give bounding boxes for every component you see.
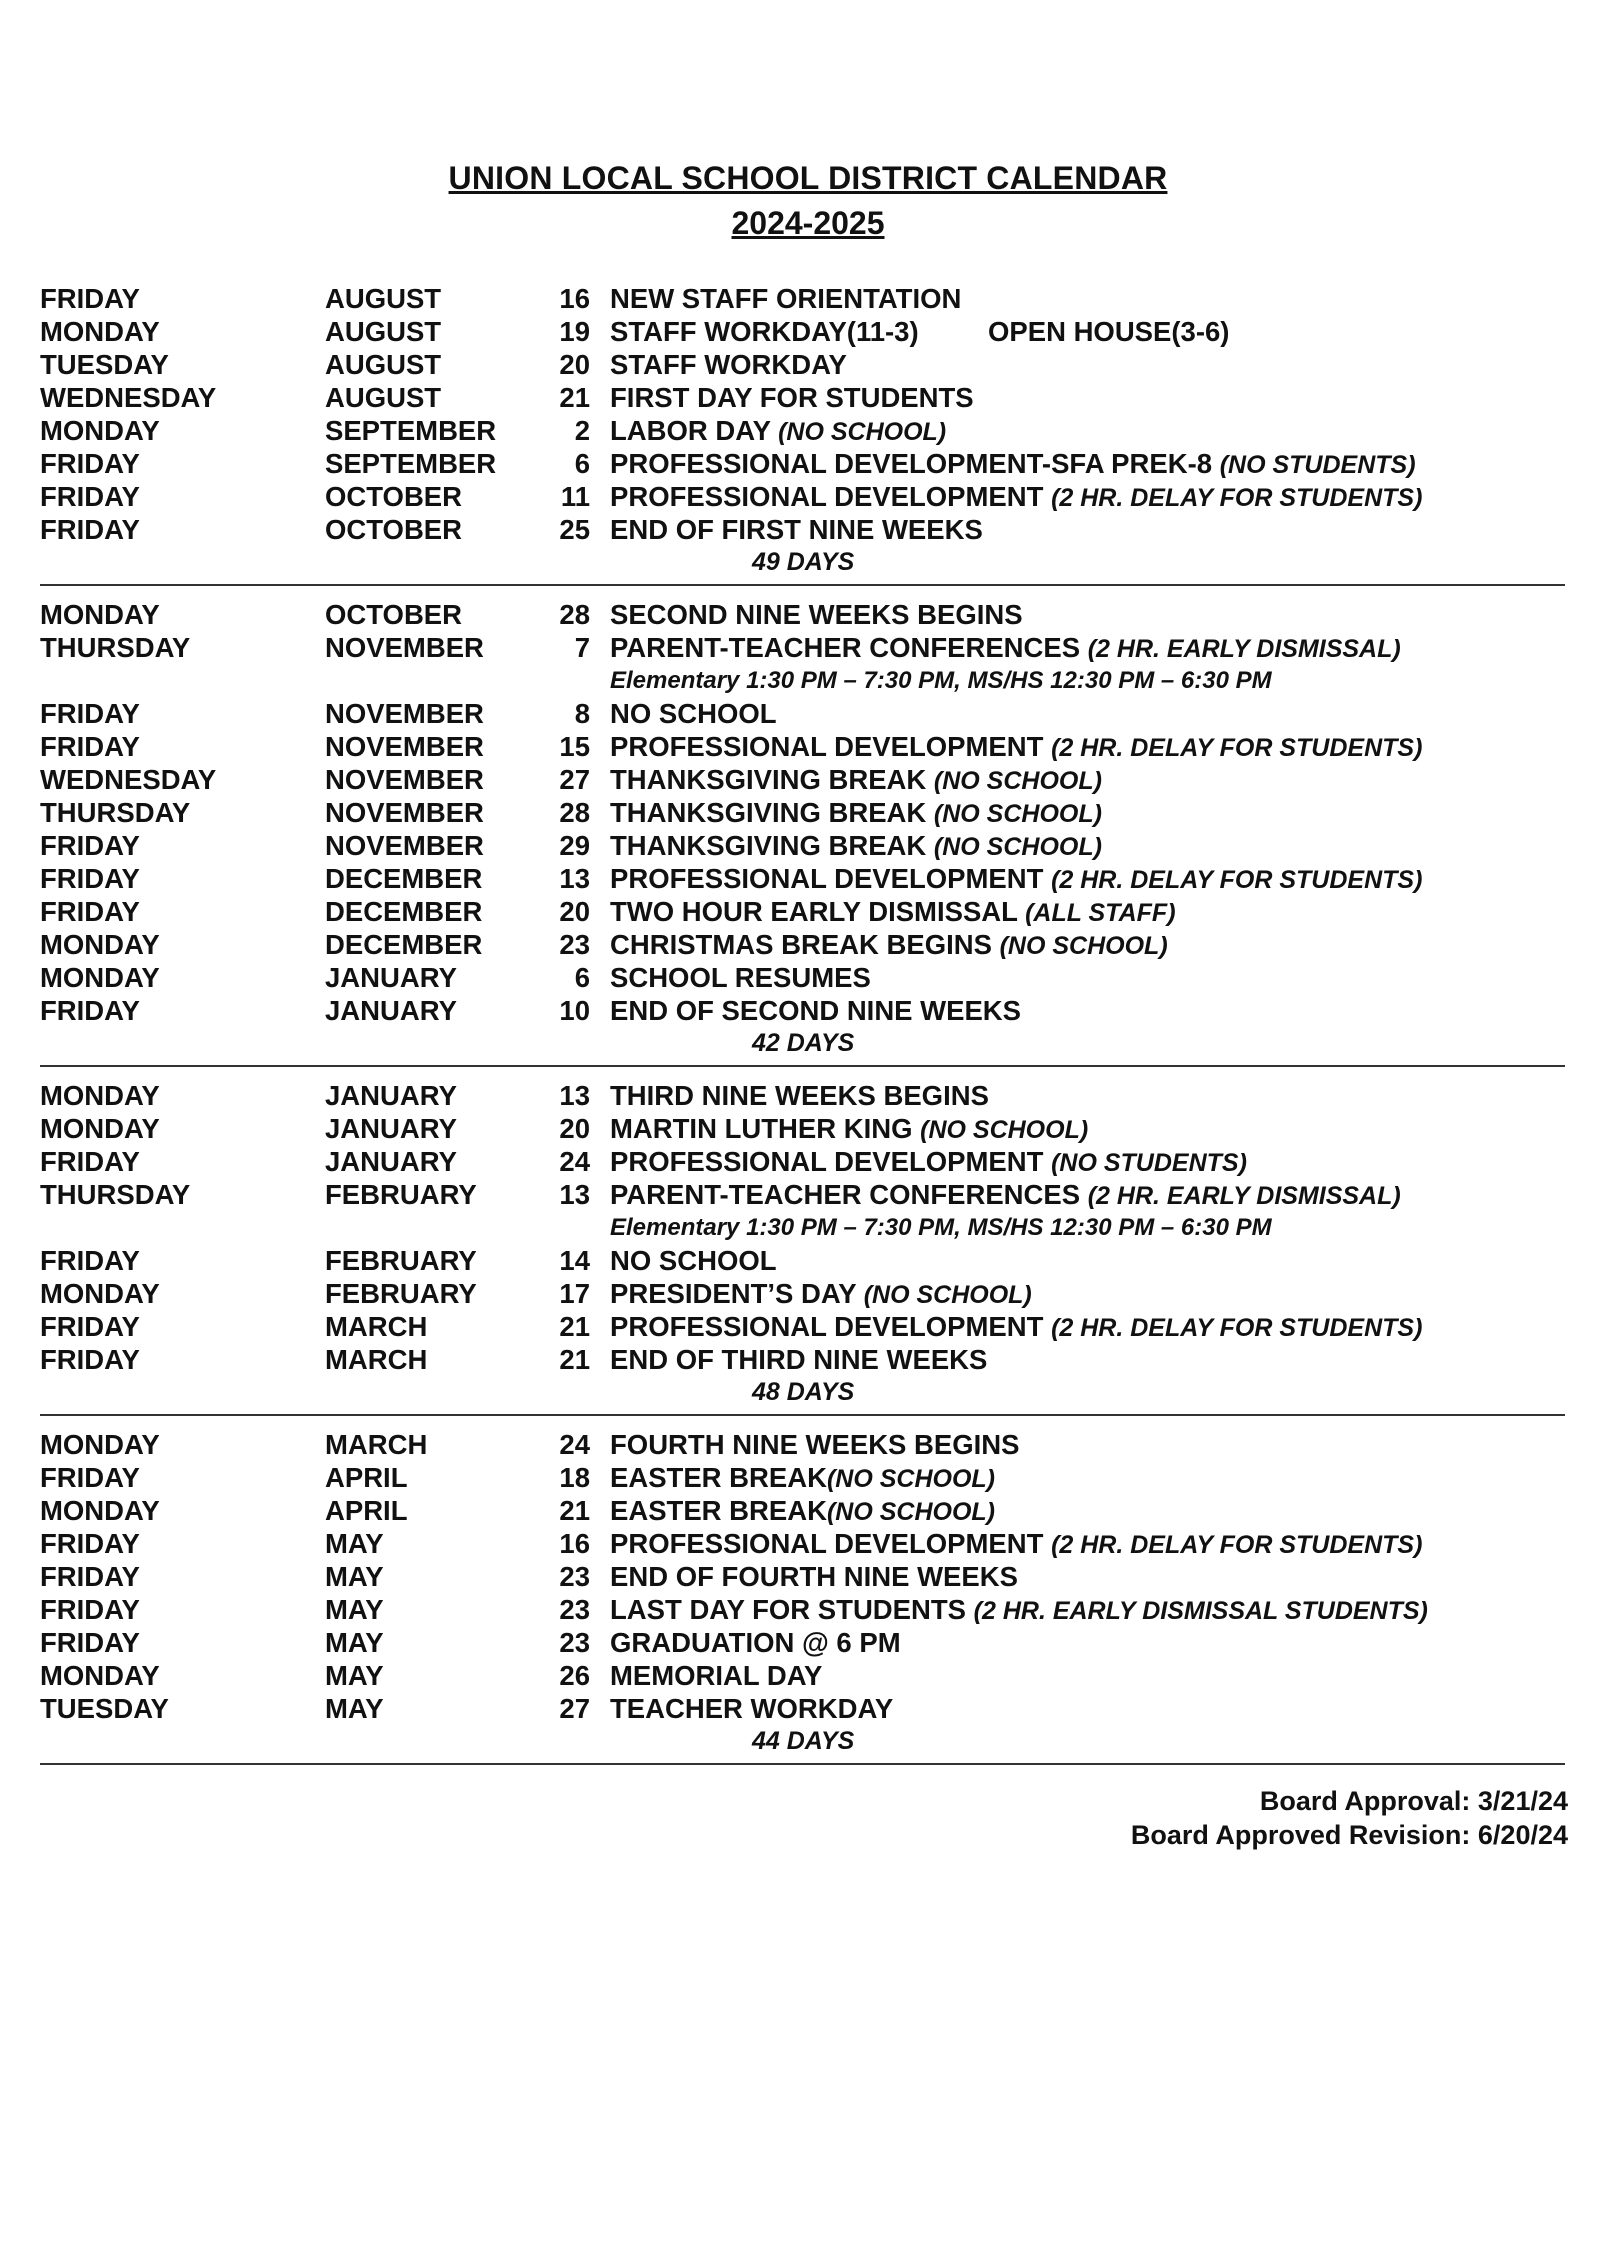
date: 28 xyxy=(559,599,590,630)
weekday: MONDAY xyxy=(40,1113,160,1144)
calendar-row xyxy=(40,928,1565,961)
month: APRIL xyxy=(325,1495,408,1526)
month: MAY xyxy=(325,1627,384,1658)
event-text: THANKSGIVING BREAK xyxy=(610,797,927,828)
calendar-section xyxy=(40,1426,1565,1765)
date: 25 xyxy=(559,514,590,545)
calendar-row xyxy=(40,282,1565,315)
weekday: FRIDAY xyxy=(40,514,140,545)
date: 27 xyxy=(559,1693,590,1724)
month: OCTOBER xyxy=(325,599,463,630)
event-text: MARTIN LUTHER KING xyxy=(610,1113,913,1144)
event-text: END OF FIRST NINE WEEKS xyxy=(610,514,983,545)
month: APRIL xyxy=(325,1462,408,1493)
weekday: MONDAY xyxy=(40,415,160,446)
month: MAY xyxy=(325,1594,384,1625)
calendar-row xyxy=(40,1079,1565,1112)
date: 23 xyxy=(559,1594,590,1625)
month: NOVEMBER xyxy=(325,632,484,663)
date: 28 xyxy=(559,797,590,828)
event-text: MEMORIAL DAY xyxy=(610,1660,823,1691)
event-hours-text: Elementary 1:30 PM – 7:30 PM, MS/HS 12:30 PM – 6:30 PM xyxy=(610,667,1272,694)
event xyxy=(610,1527,1422,1562)
calendar-row xyxy=(40,697,1565,730)
event xyxy=(610,631,1401,666)
month: FEBRUARY xyxy=(325,1179,477,1210)
calendar-row xyxy=(40,829,1565,862)
event xyxy=(610,1244,777,1277)
event xyxy=(610,763,1102,798)
date: 20 xyxy=(559,896,590,927)
event xyxy=(610,1692,893,1725)
event-note: (2 HR. DELAY FOR STUDENTS) xyxy=(1051,484,1423,512)
month: JANUARY xyxy=(325,962,457,993)
calendar-row xyxy=(40,1692,1565,1725)
event-note: (NO SCHOOL) xyxy=(933,800,1102,828)
event xyxy=(610,1310,1422,1345)
section-divider xyxy=(40,1414,1565,1416)
month: OCTOBER xyxy=(325,481,463,512)
event-text: NEW STAFF ORIENTATION xyxy=(610,283,962,314)
date: 20 xyxy=(559,1113,590,1144)
date: 19 xyxy=(559,316,590,347)
event-note: (NO STUDENTS) xyxy=(1051,1149,1247,1177)
weekday: MONDAY xyxy=(40,1495,160,1526)
event xyxy=(610,1079,989,1112)
calendar-table xyxy=(40,280,1565,1775)
event-text: EASTER BREAK xyxy=(610,1462,827,1493)
event-text: LABOR DAY xyxy=(610,415,771,446)
event-note: (2 HR. DELAY FOR STUDENTS) xyxy=(1051,1531,1423,1559)
month: AUGUST xyxy=(325,349,442,380)
event xyxy=(610,414,946,449)
event-text: EASTER BREAK xyxy=(610,1495,827,1526)
month: DECEMBER xyxy=(325,896,483,927)
event-text: PROFESSIONAL DEVELOPMENT xyxy=(610,1528,1044,1559)
month: JANUARY xyxy=(325,995,457,1026)
event-text: PRESIDENT’S DAY xyxy=(610,1278,857,1309)
date: 21 xyxy=(559,1311,590,1342)
weekday: FRIDAY xyxy=(40,1561,140,1592)
date: 6 xyxy=(574,962,590,993)
event-note: (2 HR. DELAY FOR STUDENTS) xyxy=(1051,866,1423,894)
event-note: (NO STUDENTS) xyxy=(1219,451,1416,479)
event-note: (2 HR. EARLY DISMISSAL STUDENTS) xyxy=(973,1597,1428,1625)
weekday: FRIDAY xyxy=(40,1462,140,1493)
month: MAY xyxy=(325,1561,384,1592)
weekday: MONDAY xyxy=(40,962,160,993)
event-text: THANKSGIVING BREAK xyxy=(610,764,927,795)
month: DECEMBER xyxy=(325,929,483,960)
calendar-row xyxy=(40,348,1565,381)
day-count: 48 DAYS xyxy=(752,1378,855,1406)
event-text: END OF THIRD NINE WEEKS xyxy=(610,1344,988,1375)
day-count: 44 DAYS xyxy=(752,1727,855,1755)
date: 16 xyxy=(559,1528,590,1559)
calendar-row xyxy=(40,1428,1565,1461)
event-note: (NO SCHOOL) xyxy=(933,767,1102,795)
event-text: PROFESSIONAL DEVELOPMENT xyxy=(610,1146,1044,1177)
month: NOVEMBER xyxy=(325,764,484,795)
weekday: TUESDAY xyxy=(40,1693,169,1724)
event-text: SCHOOL RESUMES xyxy=(610,962,871,993)
event-hours xyxy=(40,1211,1565,1244)
calendar-row xyxy=(40,631,1565,664)
event-text: TWO HOUR EARLY DISMISSAL xyxy=(610,896,1018,927)
event xyxy=(610,598,1023,631)
weekday: FRIDAY xyxy=(40,448,140,479)
event-note: (2 HR. DELAY FOR STUDENTS) xyxy=(1051,1314,1423,1342)
calendar-row xyxy=(40,315,1565,348)
month: MARCH xyxy=(325,1344,428,1375)
event xyxy=(610,480,1422,515)
event xyxy=(610,697,777,730)
event-text: THANKSGIVING BREAK xyxy=(610,830,927,861)
section-divider xyxy=(40,1763,1565,1765)
month: JANUARY xyxy=(325,1146,457,1177)
event-text: LAST DAY FOR STUDENTS xyxy=(610,1594,967,1625)
date: 14 xyxy=(559,1245,590,1276)
date: 6 xyxy=(574,448,590,479)
event xyxy=(610,1560,1018,1593)
month: MARCH xyxy=(325,1311,428,1342)
date: 13 xyxy=(559,1080,590,1111)
event-text: PROFESSIONAL DEVELOPMENT xyxy=(610,863,1044,894)
event xyxy=(610,862,1422,897)
weekday: FRIDAY xyxy=(40,731,140,762)
event-note: (2 HR. EARLY DISMISSAL) xyxy=(1087,635,1401,663)
section-day-count xyxy=(40,1725,1565,1757)
month: JANUARY xyxy=(325,1113,457,1144)
calendar-row xyxy=(40,1626,1565,1659)
calendar-row xyxy=(40,763,1565,796)
weekday: FRIDAY xyxy=(40,1311,140,1342)
school-year: 2024-2025 xyxy=(731,205,885,241)
section-day-count xyxy=(40,546,1565,578)
event xyxy=(610,730,1422,765)
board-revision: Board Approved Revision: 6/20/24 xyxy=(1130,1820,1568,1850)
calendar-row xyxy=(40,1494,1565,1527)
calendar-row xyxy=(40,381,1565,414)
calendar-section xyxy=(40,1077,1565,1416)
weekday: FRIDAY xyxy=(40,698,140,729)
calendar-row xyxy=(40,1560,1565,1593)
event-text: THIRD NINE WEEKS BEGINS xyxy=(610,1080,989,1111)
date: 11 xyxy=(560,481,590,512)
date: 29 xyxy=(559,830,590,861)
event xyxy=(610,282,961,315)
weekday: WEDNESDAY xyxy=(40,382,217,413)
section-day-count xyxy=(40,1027,1565,1059)
date: 23 xyxy=(559,1627,590,1658)
weekday: FRIDAY xyxy=(40,283,140,314)
event xyxy=(610,994,1021,1027)
event xyxy=(610,1178,1401,1213)
weekday: FRIDAY xyxy=(40,896,140,927)
event-text: END OF FOURTH NINE WEEKS xyxy=(610,1561,1018,1592)
approval-block xyxy=(1131,1784,1568,1852)
event xyxy=(610,895,1176,930)
event xyxy=(610,1112,1088,1147)
date: 17 xyxy=(559,1278,590,1309)
date: 24 xyxy=(559,1429,590,1460)
date: 26 xyxy=(559,1660,590,1691)
weekday: MONDAY xyxy=(40,316,160,347)
date: 8 xyxy=(574,698,590,729)
calendar-row xyxy=(40,961,1565,994)
date: 7 xyxy=(574,632,590,663)
board-approval: Board Approval: 3/21/24 xyxy=(1259,1786,1568,1816)
event-note: (NO SCHOOL) xyxy=(933,833,1102,861)
calendar-row xyxy=(40,862,1565,895)
event xyxy=(610,348,847,381)
weekday: MONDAY xyxy=(40,1080,160,1111)
weekday: FRIDAY xyxy=(40,481,140,512)
weekday: FRIDAY xyxy=(40,1344,140,1375)
event xyxy=(610,447,1416,482)
event xyxy=(610,1145,1247,1180)
month: SEPTEMBER xyxy=(325,415,497,446)
month: OCTOBER xyxy=(325,514,463,545)
date: 24 xyxy=(559,1146,590,1177)
date: 27 xyxy=(559,764,590,795)
date: 13 xyxy=(559,863,590,894)
month: FEBRUARY xyxy=(325,1245,477,1276)
event-text: TEACHER WORKDAY xyxy=(610,1693,894,1724)
event-text: PARENT-TEACHER CONFERENCES xyxy=(610,1179,1081,1210)
date: 21 xyxy=(559,1495,590,1526)
event-text: STAFF WORKDAY(11-3) xyxy=(610,316,919,347)
section-divider xyxy=(40,1065,1565,1067)
event xyxy=(610,796,1102,831)
event-text: END OF SECOND NINE WEEKS xyxy=(610,995,1022,1026)
weekday: FRIDAY xyxy=(40,1146,140,1177)
event-note: (NO SCHOOL) xyxy=(863,1281,1032,1309)
calendar-row xyxy=(40,796,1565,829)
event-text: PROFESSIONAL DEVELOPMENT xyxy=(610,731,1044,762)
event-note: (NO SCHOOL) xyxy=(826,1465,996,1493)
weekday: MONDAY xyxy=(40,929,160,960)
calendar-row xyxy=(40,480,1565,513)
month: DECEMBER xyxy=(325,863,483,894)
event-note: (NO SCHOOL) xyxy=(999,932,1168,960)
calendar-section xyxy=(40,280,1565,586)
date: 15 xyxy=(559,731,590,762)
header xyxy=(0,160,1600,242)
day-count: 42 DAYS xyxy=(752,1029,855,1057)
calendar-row xyxy=(40,895,1565,928)
weekday: FRIDAY xyxy=(40,1594,140,1625)
weekday: MONDAY xyxy=(40,599,160,630)
date: 20 xyxy=(559,349,590,380)
weekday: FRIDAY xyxy=(40,1627,140,1658)
date: 21 xyxy=(559,1344,590,1375)
date: 16 xyxy=(559,283,590,314)
month: MAY xyxy=(325,1693,384,1724)
weekday: MONDAY xyxy=(40,1278,160,1309)
event xyxy=(610,315,919,348)
calendar-row xyxy=(40,1112,1565,1145)
month: MAY xyxy=(325,1660,384,1691)
weekday: MONDAY xyxy=(40,1429,160,1460)
date: 23 xyxy=(559,929,590,960)
date: 13 xyxy=(559,1179,590,1210)
month: NOVEMBER xyxy=(325,698,484,729)
event xyxy=(610,961,871,994)
weekday: THURSDAY xyxy=(40,797,191,828)
event-note: (2 HR. EARLY DISMISSAL) xyxy=(1087,1182,1401,1210)
event xyxy=(610,1494,995,1529)
event-text: NO SCHOOL xyxy=(610,698,777,729)
month: AUGUST xyxy=(325,283,442,314)
section-day-count xyxy=(40,1376,1565,1408)
calendar-row xyxy=(40,1343,1565,1376)
calendar-row xyxy=(40,994,1565,1027)
month: SEPTEMBER xyxy=(325,448,497,479)
event xyxy=(610,381,974,414)
section-divider xyxy=(40,584,1565,586)
event-text: PROFESSIONAL DEVELOPMENT xyxy=(610,481,1044,512)
event-text: PROFESSIONAL DEVELOPMENT xyxy=(610,1311,1044,1342)
event-hours-text: Elementary 1:30 PM – 7:30 PM, MS/HS 12:30 PM – 6:30 PM xyxy=(610,1214,1272,1241)
date: 10 xyxy=(559,995,590,1026)
event-note: (NO SCHOOL) xyxy=(920,1116,1089,1144)
weekday: FRIDAY xyxy=(40,830,140,861)
weekday: WEDNESDAY xyxy=(40,764,217,795)
event xyxy=(610,1659,822,1692)
event xyxy=(610,513,983,546)
calendar-row xyxy=(40,1659,1565,1692)
month: JANUARY xyxy=(325,1080,457,1111)
date: 23 xyxy=(559,1561,590,1592)
calendar-row xyxy=(40,598,1565,631)
weekday: FRIDAY xyxy=(40,863,140,894)
calendar-row xyxy=(40,1178,1565,1211)
date: 2 xyxy=(574,415,590,446)
event xyxy=(610,829,1102,864)
event-text: NO SCHOOL xyxy=(610,1245,777,1276)
page-title: UNION LOCAL SCHOOL DISTRICT CALENDAR xyxy=(448,160,1168,196)
weekday: FRIDAY xyxy=(40,1245,140,1276)
weekday: FRIDAY xyxy=(40,995,140,1026)
day-count: 49 DAYS xyxy=(752,548,855,576)
calendar-row xyxy=(40,447,1565,480)
event xyxy=(610,1593,1428,1628)
event-text: SECOND NINE WEEKS BEGINS xyxy=(610,599,1023,630)
event-hours xyxy=(40,664,1565,697)
month: NOVEMBER xyxy=(325,731,484,762)
event-text: GRADUATION @ 6 PM xyxy=(610,1627,901,1658)
event-secondary: OPEN HOUSE(3-6) xyxy=(988,316,1230,347)
calendar-section xyxy=(40,596,1565,1067)
calendar-row xyxy=(40,730,1565,763)
calendar-row xyxy=(40,1277,1565,1310)
calendar-row xyxy=(40,414,1565,447)
calendar-row xyxy=(40,1310,1565,1343)
calendar-row xyxy=(40,1244,1565,1277)
event-text: STAFF WORKDAY xyxy=(610,349,847,380)
event-text: FIRST DAY FOR STUDENTS xyxy=(610,382,974,413)
calendar-row xyxy=(40,1145,1565,1178)
weekday: MONDAY xyxy=(40,1660,160,1691)
month: MAY xyxy=(325,1528,384,1559)
weekday: FRIDAY xyxy=(40,1528,140,1559)
calendar-row xyxy=(40,513,1565,546)
month: AUGUST xyxy=(325,382,442,413)
calendar-row xyxy=(40,1527,1565,1560)
month: AUGUST xyxy=(325,316,442,347)
event-note: (ALL STAFF) xyxy=(1025,899,1176,927)
month: NOVEMBER xyxy=(325,830,484,861)
weekday: THURSDAY xyxy=(40,632,191,663)
calendar-row xyxy=(40,1593,1565,1626)
weekday: TUESDAY xyxy=(40,349,169,380)
event-note: (2 HR. DELAY FOR STUDENTS) xyxy=(1051,734,1423,762)
date: 21 xyxy=(559,382,590,413)
month: MARCH xyxy=(325,1429,428,1460)
event xyxy=(610,1428,1019,1461)
month: FEBRUARY xyxy=(325,1278,477,1309)
event xyxy=(610,1626,901,1659)
weekday: THURSDAY xyxy=(40,1179,191,1210)
month: NOVEMBER xyxy=(325,797,484,828)
event-note: (NO SCHOOL) xyxy=(778,418,947,446)
event-text: FOURTH NINE WEEKS BEGINS xyxy=(610,1429,1020,1460)
event xyxy=(610,928,1168,963)
date: 18 xyxy=(559,1462,590,1493)
event-text: PROFESSIONAL DEVELOPMENT-SFA PREK-8 xyxy=(610,448,1213,479)
event xyxy=(610,1461,995,1496)
calendar-row xyxy=(40,1461,1565,1494)
event-text: PARENT-TEACHER CONFERENCES xyxy=(610,632,1081,663)
event xyxy=(610,1343,987,1376)
event-text: CHRISTMAS BREAK BEGINS xyxy=(610,929,992,960)
event-note: (NO SCHOOL) xyxy=(826,1498,996,1526)
event xyxy=(610,1277,1032,1312)
